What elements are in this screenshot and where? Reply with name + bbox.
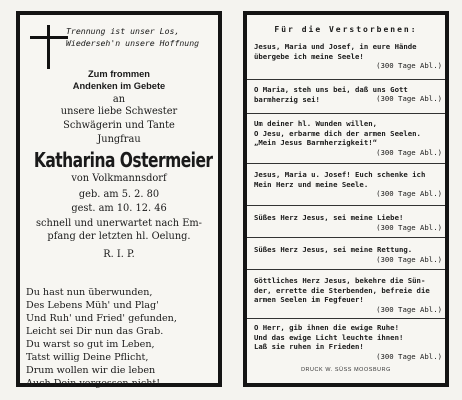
divider xyxy=(247,269,445,270)
poem-line: Auch Dein vergessen nicht! xyxy=(26,378,161,389)
prayer-line: Jesus, Maria und Josef, in eure Hände xyxy=(254,42,417,51)
line-an: an xyxy=(112,94,126,105)
divider xyxy=(247,113,445,114)
death-line-1: schnell und unerwartet nach Em- xyxy=(36,218,202,229)
prayer-6 xyxy=(254,245,442,264)
prayer-3 xyxy=(254,119,442,157)
prayer-line: „Mein Jesus Barmherzigkeit!“ xyxy=(254,138,378,147)
prayer-line: übergebe ich meine Seele! xyxy=(254,51,364,61)
left-panel xyxy=(16,11,222,387)
motto xyxy=(66,26,221,49)
prayer-line: Und das ewige Licht leuchte ihnen! xyxy=(254,332,404,342)
poem xyxy=(26,286,216,390)
prayer-line: O Maria, steh uns bei, daß uns Gott xyxy=(254,85,408,94)
poem-line: Du hast nun überwunden, xyxy=(26,287,153,298)
indulgence-days: (300 Tage Abl.) xyxy=(376,351,442,361)
prayer-1 xyxy=(254,42,442,71)
indulgence-days: (300 Tage Abl.) xyxy=(376,94,442,103)
death-line-2: pfang der letzten hl. Oelung. xyxy=(47,231,191,242)
line-siblings: unsere liebe Schwester xyxy=(60,106,178,117)
poem-line: Drum wollen wir die leben xyxy=(26,365,156,376)
divider xyxy=(247,237,445,238)
prayer-4 xyxy=(254,170,442,199)
poem-line: Und Ruh' und Fried' gefunden, xyxy=(26,313,177,324)
poem-line: Leicht sei Dir nun das Grab. xyxy=(26,326,164,337)
divider xyxy=(247,163,445,164)
divider xyxy=(247,79,445,80)
prayer-line: Um deiner hl. Wunden willen, xyxy=(254,119,378,128)
prayer-line: Jesus, Maria u. Josef! Euch schenke ich xyxy=(254,170,426,179)
line-jungfrau: Jungfrau xyxy=(97,134,141,145)
rip: R. I. P. xyxy=(103,249,135,260)
heading-1: Zum frommen xyxy=(88,69,150,79)
indulgence-days: (300 Tage Abl.) xyxy=(376,61,442,70)
deceased-name: Katharina Ostermeier xyxy=(33,148,213,172)
origin: von Volkmannsdorf xyxy=(71,173,167,184)
indulgence-days: (300 Tage Abl.) xyxy=(376,189,442,198)
prayer-2-days xyxy=(254,94,442,104)
printer-imprint: DRUCK W. SÜSS MOOSBURG xyxy=(301,367,391,373)
indulgence-days: (300 Tage Abl.) xyxy=(376,254,442,264)
line-relations: Schwägerin und Tante xyxy=(63,120,175,131)
prayer-8 xyxy=(254,323,442,361)
prayer-line: Süßes Herz Jesus, sei meine Liebe! xyxy=(254,213,404,222)
prayer-line: Göttliches Herz Jesus, bekehre die Sün- xyxy=(254,276,426,285)
prayer-line: O Herr, gib ihnen die ewige Ruhe! xyxy=(254,323,399,332)
divider xyxy=(247,318,445,319)
indulgence-days: (300 Tage Abl.) xyxy=(376,147,442,157)
motto-line: Wiederseh'n unsere Hoffnung xyxy=(66,37,200,48)
prayer-line: Süßes Herz Jesus, sei meine Rettung. xyxy=(254,245,413,254)
prayer-5 xyxy=(254,213,442,232)
indulgence-days: (300 Tage Abl.) xyxy=(376,222,442,232)
death-date: gest. am 10. 12. 46 xyxy=(71,203,167,214)
poem-line: Tatst willig Deine Pflicht, xyxy=(26,352,149,363)
prayer-line: der, errette die Sterbenden, befreie die xyxy=(254,285,430,295)
divider xyxy=(247,205,445,206)
prayer-line: barmherzig sei! xyxy=(254,94,320,104)
indulgence-days: (300 Tage Abl.) xyxy=(376,304,442,314)
cross-icon xyxy=(30,25,70,69)
prayer-line: O Jesu, erbarme dich der armen Seelen. xyxy=(254,128,421,138)
birth-date: geb. am 5. 2. 80 xyxy=(78,189,160,200)
prayer-line: Mein Herz und meine Seele. xyxy=(254,179,369,189)
poem-line: Des Lebens Müh' und Plag' xyxy=(26,300,159,311)
prayer-line: Laß sie ruhen in Frieden! xyxy=(254,342,364,351)
motto-line: Trennung ist unser Los, xyxy=(66,26,180,36)
poem-line: Du warst so gut im Leben, xyxy=(26,339,155,350)
right-panel xyxy=(243,11,449,387)
heading-2: Andenken im Gebete xyxy=(72,81,166,91)
prayers-title: Für die Verstorbenen: xyxy=(274,25,418,34)
prayer-7 xyxy=(254,276,442,314)
prayer-line: armen Seelen im Fegfeuer! xyxy=(254,295,364,304)
